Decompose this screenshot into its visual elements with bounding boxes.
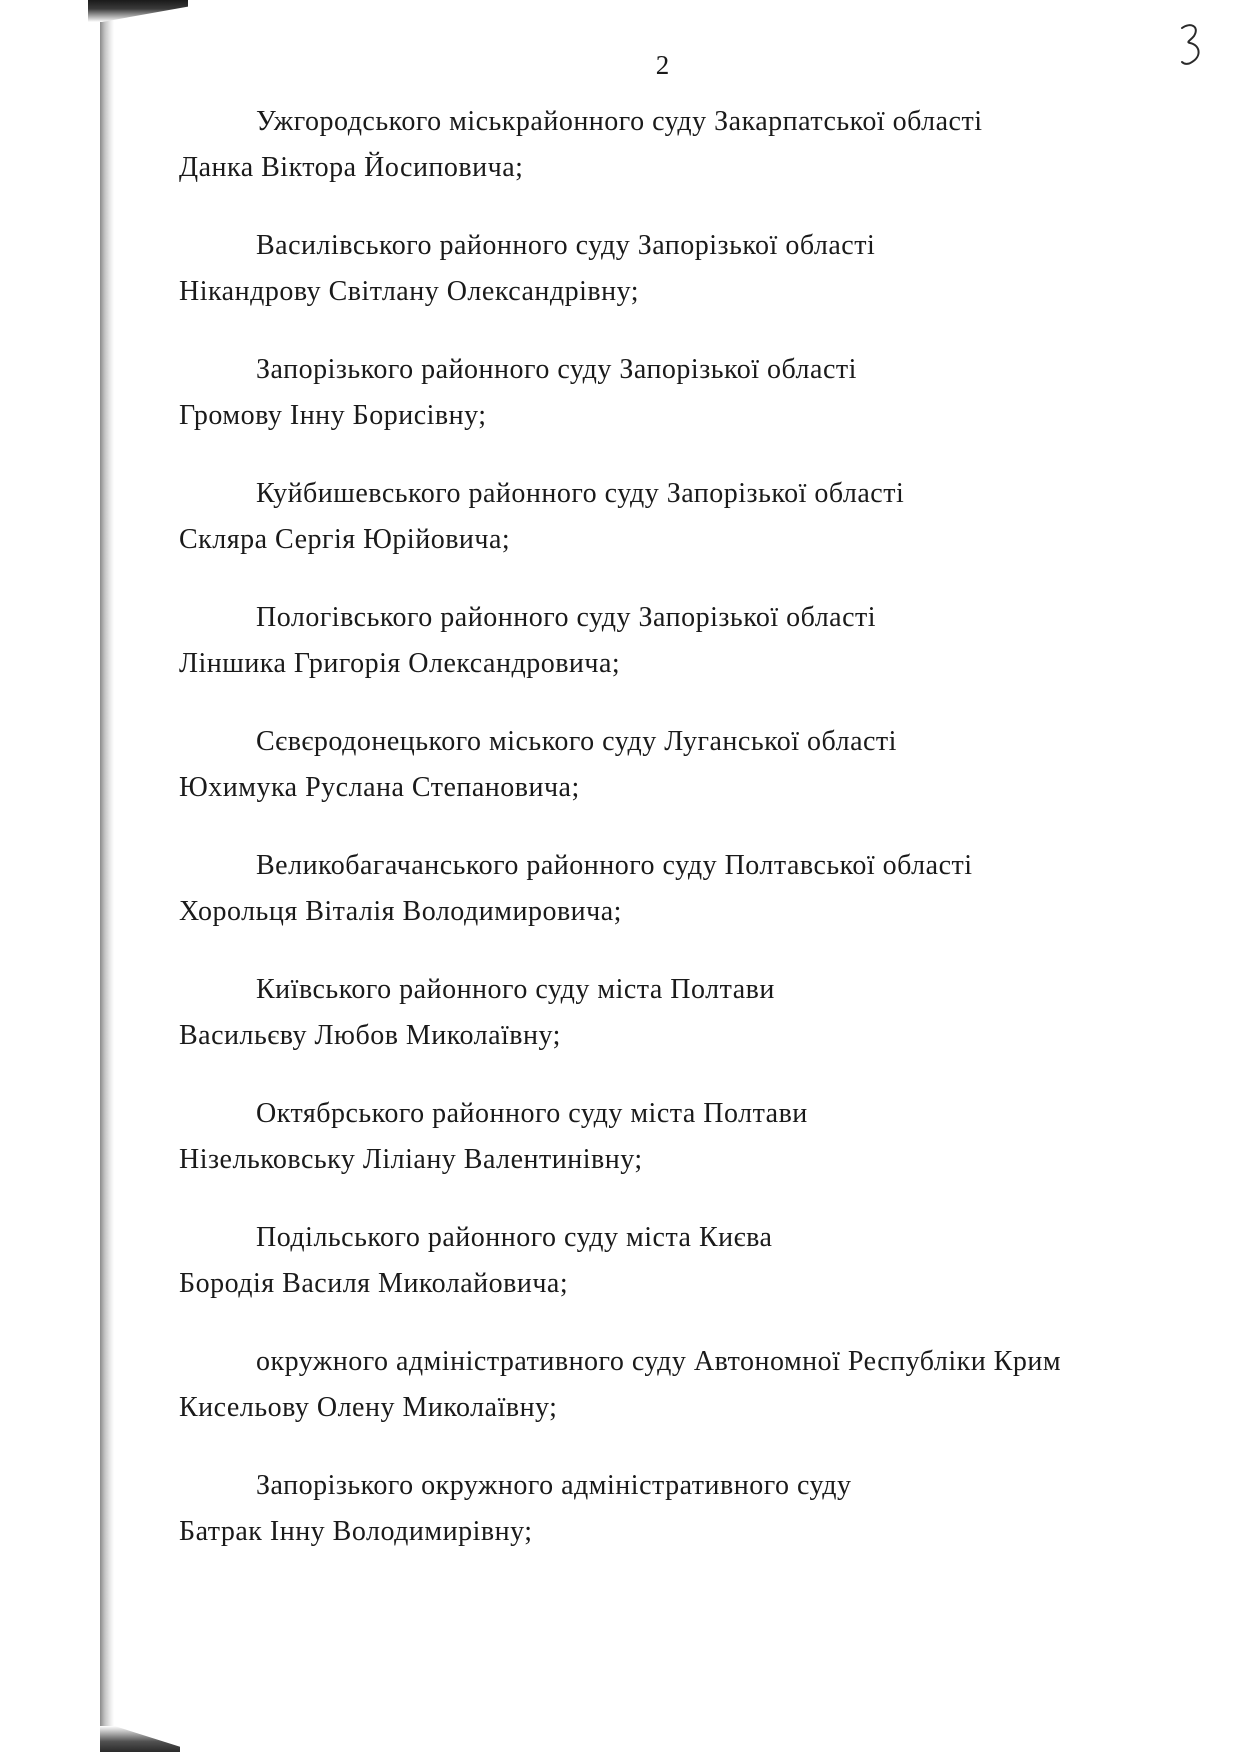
list-item: [0, 350, 1240, 474]
scan-corner-top: [88, 0, 188, 22]
judge-name: Хорольця Віталія Володимировича;: [179, 896, 622, 927]
court-name: Запорізького районного суду Запорізької області: [256, 354, 857, 385]
judge-name: Громову Інну Борисівну;: [179, 400, 487, 431]
judge-name: Нікандрову Світлану Олександрівну;: [179, 276, 640, 307]
judge-name: Васильєву Любов Миколаївну;: [179, 1020, 561, 1051]
court-name: Пологівського районного суду Запорізької області: [256, 602, 877, 633]
list-item: [0, 1218, 1240, 1342]
court-name: Октябрського районного суду міста Полтави: [256, 1098, 808, 1129]
list-item: [0, 846, 1240, 970]
court-name: Сєвєродонецького міського суду Луганської області: [256, 726, 897, 757]
scan-corner-bottom: [100, 1726, 180, 1752]
judge-name: Нізельковську Ліліану Валентинівну;: [179, 1144, 643, 1175]
judge-name: Ліншика Григорія Олександровича;: [179, 648, 621, 679]
court-name: Ужгородського міськрайонного суду Закарпатської області: [256, 106, 983, 137]
list-item: [0, 970, 1240, 1094]
list-item: [0, 1466, 1240, 1590]
list-item: [0, 722, 1240, 846]
judge-name: Скляра Сергія Юрійовича;: [179, 524, 511, 555]
list-item: [0, 102, 1240, 226]
judge-name: Бородія Василя Миколайовича;: [179, 1268, 569, 1299]
judge-name: Батрак Інну Володимирівну;: [179, 1516, 533, 1547]
appointment-list: [0, 102, 1240, 1590]
court-name: Запорізького окружного адміністративного суду: [256, 1470, 852, 1501]
court-name: Великобагачанського районного суду Полтавської області: [256, 850, 973, 881]
page-number: 2: [655, 50, 670, 80]
list-item: [0, 1094, 1240, 1218]
list-item: [0, 474, 1240, 598]
court-name: Подільського районного суду міста Києва: [256, 1222, 773, 1253]
court-name: Василівського районного суду Запорізької області: [256, 230, 876, 261]
judge-name: Юхимука Руслана Степановича;: [179, 772, 580, 803]
court-name: окружного адміністративного суду Автономної Республіки Крим: [256, 1346, 1062, 1377]
handwritten-page-mark: [1178, 22, 1206, 68]
list-item: [0, 1342, 1240, 1466]
judge-name: Кисельову Олену Миколаївну;: [179, 1392, 558, 1423]
court-name: Куйбишевського районного суду Запорізької області: [256, 478, 905, 509]
list-item: [0, 598, 1240, 722]
list-item: [0, 226, 1240, 350]
court-name: Київського районного суду міста Полтави: [256, 974, 775, 1005]
judge-name: Данка Віктора Йосиповича;: [179, 152, 524, 183]
